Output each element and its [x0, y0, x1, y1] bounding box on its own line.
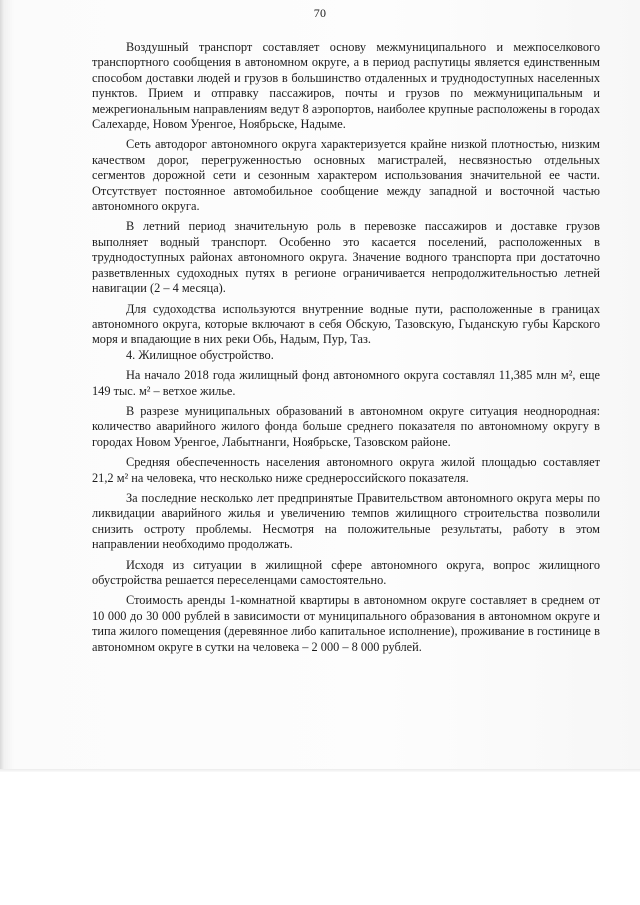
paragraph-road-network: Сеть автодорог автономного округа характеризуется крайне низкой плотностью, низким качеством дорог, перегруженностью основных магистралей, несвязностью отдельных сегментов дорожной сети и сезонным характером использования значительной ее части. Отсутствует постоянное автомобильное сообщение между западной и восточной частью автономного округа. [92, 137, 600, 214]
paragraph-rent-cost: Стоимость аренды 1-комнатной квартиры в автономном округе составляет в среднем от 10 000 до 30 000 рублей в зависимости от муниципального образования в автономном округе и типа жилого помещения (деревянное либо капитальное исполнение), проживание в гостинице в автономном округе в сутки на человека – 2 000 – 8 000 рублей. [92, 593, 600, 654]
paragraph-housing-fund: На начало 2018 года жилищный фонд автономного округа составлял 11,385 млн м², еще 149 тыс. м² – ветхое жилье. [92, 368, 600, 398]
page-number: 70 [313, 6, 327, 20]
blank-margin [0, 772, 640, 905]
paragraph-water-transport: В летний период значительную роль в перевозке пассажиров и доставке грузов выполняет водный транспорт. Особенно это касается поселений, расположенных в труднодоступных районах автономного округа. Значение водного транспорта при достаточно разветвленных судоходных путях в регионе ограничивается непродолжительностью летней навигации (2 – 4 месяца). [92, 219, 600, 296]
paragraph-government-measures: За последние несколько лет предпринятые Правительством автономного округа меры по ликвидации аварийного жилья и увеличению темпов жилищного строительства позволили снизить остроту проблемы. Несмотря на положительные результаты, работу в этом направлении необходимо продолжать. [92, 490, 600, 552]
paragraph-municipal-situation: В разрезе муниципальных образований в автономном округе ситуация неоднородная: количество аварийного жилого фонда больше среднего показателя по автономному округу в городах Новом Уренгое, Лабытнанги, Ноябрьске, Тазовском районе. [92, 403, 600, 449]
paragraph-waterways: Для судоходства используются внутренние водные пути, расположенные в границах автономного округа, которые включают в себя Обскую, Тазовскую, Гыданскую губы Карского моря и впадающие в них реки Обь, Надым, Пур, Таз. [92, 301, 600, 347]
paragraph-resettlers: Исходя из ситуации в жилищной сфере автономного округа, вопрос жилищного обустройства решается переселенцами самостоятельно. [92, 557, 600, 587]
paragraph-air-transport: Воздушный транспорт составляет основу межмуниципального и межпоселкового транспортного сообщения в автономном округе, а в период распутицы является единственным способом доставки людей и грузов в большинство отдаленных и труднодоступных населенных пунктов. Прием и отправку пассажиров, почты и грузов по межмуниципальным и межрегиональным направлениям ведут 8 аэропортов, наиболее крупные расположены в городах Салехарде, Новом Уренгое, Ноябрьске, Надыме. [92, 40, 600, 132]
section-heading-housing: 4. Жилищное обустройство. [126, 347, 274, 362]
paragraph-living-space: Средняя обеспеченность населения автономного округа жилой площадью составляет 21,2 м² на человека, что несколько ниже среднероссийского показателя. [92, 455, 600, 485]
document-body [92, 40, 600, 660]
